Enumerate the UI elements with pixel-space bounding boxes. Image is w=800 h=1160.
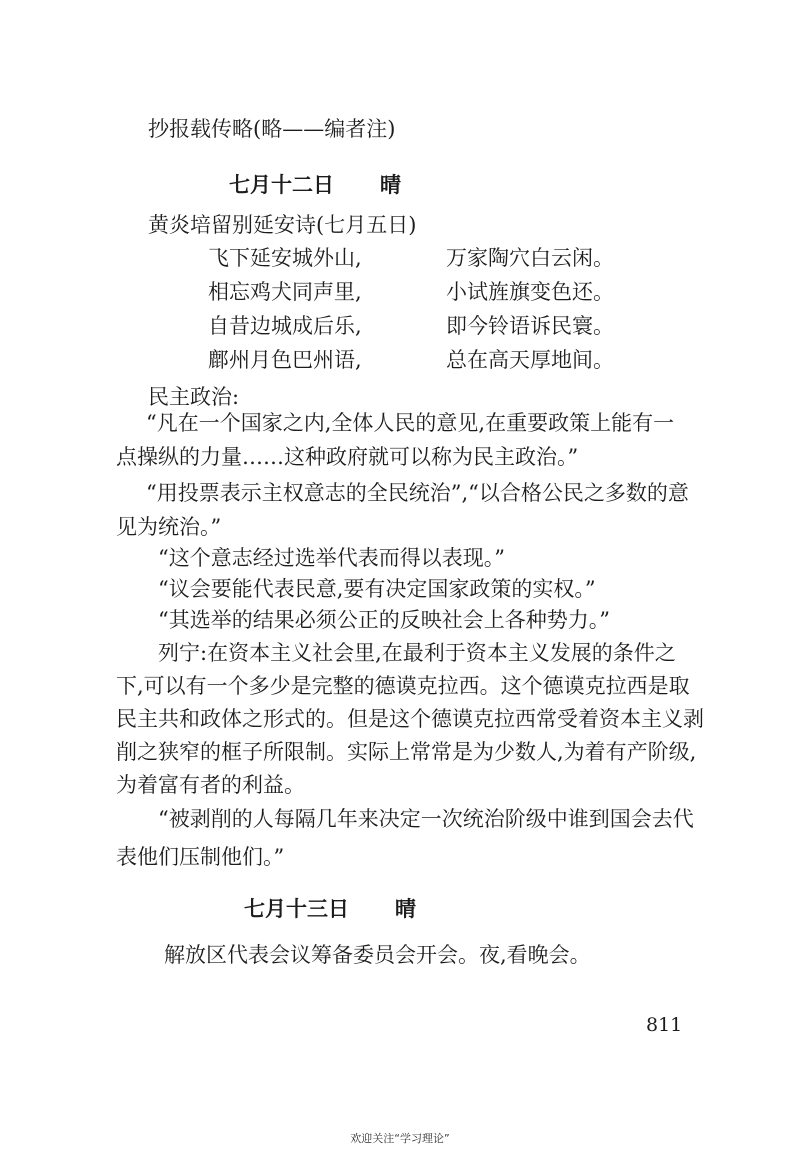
paragraph-line: “议会要能代表民意,要有决定国家政策的实权。” xyxy=(158,577,596,601)
poem-line-right: 万家陶穴白云闲。 xyxy=(446,246,614,270)
footer-caption: 欢迎关注“学习理论” xyxy=(350,1132,450,1145)
weather-text: 晴 xyxy=(380,172,401,197)
poem-title: 黄炎培留别延安诗(七月五日) xyxy=(148,213,417,237)
paragraph-line: “凡在一个国家之内,全体人民的意见,在重要政策上能有一 xyxy=(146,411,675,435)
page-number: 811 xyxy=(646,1014,683,1036)
entry-text: 解放区代表会议筹备委员会开会。夜,看晚会。 xyxy=(164,943,591,967)
poem-line-right: 即今铃语诉民寰。 xyxy=(446,314,614,338)
editor-note: 抄报载传略(略——编者注) xyxy=(148,117,396,141)
paragraph-line: 民主共和政体之形式的。但是这个德谟克拉西常受着资本主义剥 xyxy=(116,707,704,731)
poem-line-left: 相忘鸡犬同声里, xyxy=(208,280,362,304)
paragraph-line: 削之狭窄的框子所限制。实际上常常是为少数人,为着有产阶级, xyxy=(116,740,697,764)
date-heading-july-12 xyxy=(229,170,401,200)
paragraph-line: 点操纵的力量……这种政府就可以称为民主政治。” xyxy=(116,445,579,469)
date-text: 七月十三日 xyxy=(244,896,349,921)
paragraph-line: 为着富有者的利益。 xyxy=(116,773,305,797)
date-heading-july-13 xyxy=(244,894,416,924)
poem-line-right: 总在高天厚地间。 xyxy=(446,348,614,372)
poem-line-left: 飞下延安城外山, xyxy=(208,246,362,270)
poem-line-right: 小试旌旗变色还。 xyxy=(446,280,614,304)
section-heading: 民主政治: xyxy=(148,385,240,409)
paragraph-line: “被剥削的人每隔几年来决定一次统治阶级中谁到国会去代 xyxy=(158,807,694,831)
poem-line-left: 鄜州月色巴州语, xyxy=(208,348,362,372)
paragraph-line: 见为统治。” xyxy=(116,515,222,539)
paragraph-line: 表他们压制他们。” xyxy=(116,845,285,869)
paragraph-line: “用投票表示主权意志的全民统治”,“以合格公民之多数的意 xyxy=(146,481,689,505)
paragraph-line: 列宁:在资本主义社会里,在最利于资本主义发展的条件之 xyxy=(158,641,676,665)
paragraph-line: 下,可以有一个多少是完整的德谟克拉西。这个德谟克拉西是取 xyxy=(116,674,690,698)
paragraph-line: “这个意志经过选举代表而得以表现。” xyxy=(158,546,505,570)
weather-text: 晴 xyxy=(395,896,416,921)
date-text: 七月十二日 xyxy=(229,172,334,197)
paragraph-line: “其选举的结果必须公正的反映社会上各种势力。” xyxy=(158,608,610,632)
poem-line-left: 自昔边城成后乐, xyxy=(208,314,362,338)
